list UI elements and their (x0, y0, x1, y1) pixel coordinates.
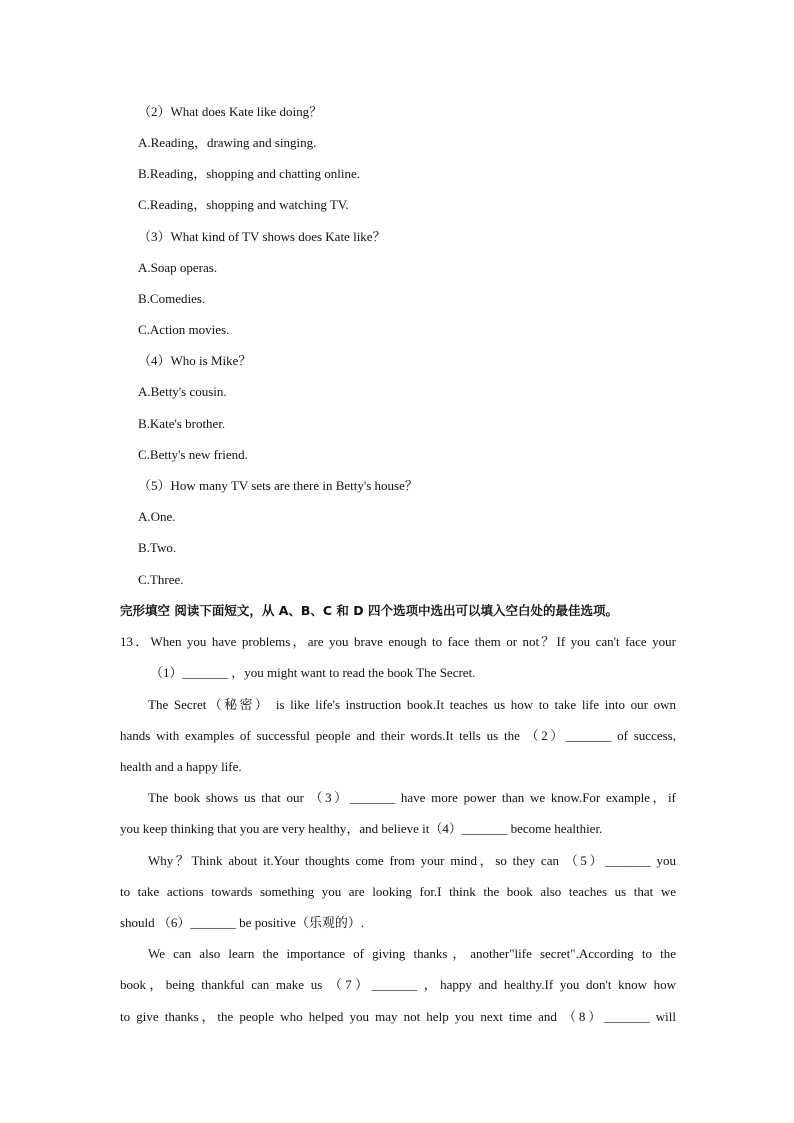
question-4-option-a: A.Betty's cousin. (138, 384, 227, 399)
question-5-option-a: A.One. (138, 509, 176, 524)
question-2-stem: （2）What does Kate like doing？ (138, 104, 323, 119)
paragraph-2-line-1: The book shows us that our （3）_______ have more power than we know.For example，if (148, 790, 676, 805)
q13-line-2: （1）_______ ，you might want to read the book The Secret. (150, 665, 476, 680)
question-4-stem: （4）Who is Mike？ (138, 353, 252, 368)
question-3-option-b: B.Comedies. (138, 291, 206, 306)
paragraph-3-line-1: Why？Think about it.Your thoughts come from your mind，so they can （5）_______ you (148, 853, 676, 868)
question-2-option-c: C.Reading，shopping and watching TV. (138, 197, 349, 212)
question-5-option-c: C.Three. (138, 572, 184, 587)
paragraph-1-line-2: hands with examples of successful people and their words.It tells us the （2）_______ of success, (120, 728, 676, 743)
section-heading-cloze: 完形填空 阅读下面短文，从 A、B、C 和 D 四个选项中选出可以填入空白处的最佳选项。 (120, 603, 619, 618)
question-2-option-a: A.Reading，drawing and singing. (138, 135, 317, 150)
question-4-option-c: C.Betty's new friend. (138, 447, 248, 462)
paragraph-2-line-2: you keep thinking that you are very healthy，and believe it（4）_______ become healthier. (120, 821, 603, 836)
paragraph-3-line-2: to take actions towards something you are looking for.I think the book also teaches us that we (120, 884, 676, 899)
question-5-option-b: B.Two. (138, 540, 177, 555)
question-3-option-a: A.Soap operas. (138, 260, 218, 275)
question-4-option-b: B.Kate's brother. (138, 416, 226, 431)
paragraph-4-line-3: to give thanks，the people who helped you may not help you next time and （8）_______ will (120, 1009, 676, 1024)
question-5-stem: （5）How many TV sets are there in Betty's house？ (138, 478, 418, 493)
q13-line-1: 13．When you have problems，are you brave enough to face them or not？If you can't face your (120, 634, 676, 649)
question-3-option-c: C.Action movies. (138, 322, 230, 337)
paragraph-1-line-1: The Secret（秘密） is like life's instruction book.It teaches us how to take life into our own (148, 697, 676, 712)
question-2-option-b: B.Reading，shopping and chatting online. (138, 166, 361, 181)
paragraph-1-line-3: health and a happy life. (120, 759, 242, 774)
question-3-stem: （3）What kind of TV shows does Kate like？ (138, 229, 386, 244)
paragraph-3-line-3: should （6）_______ be positive（乐观的）. (120, 915, 365, 930)
paragraph-4-line-2: book，being thankful can make us （7）_______ ，happy and healthy.If you don't know how (120, 977, 676, 992)
paragraph-4-line-1: We can also learn the importance of giving thanks，another"life secret".According to the (148, 946, 676, 961)
